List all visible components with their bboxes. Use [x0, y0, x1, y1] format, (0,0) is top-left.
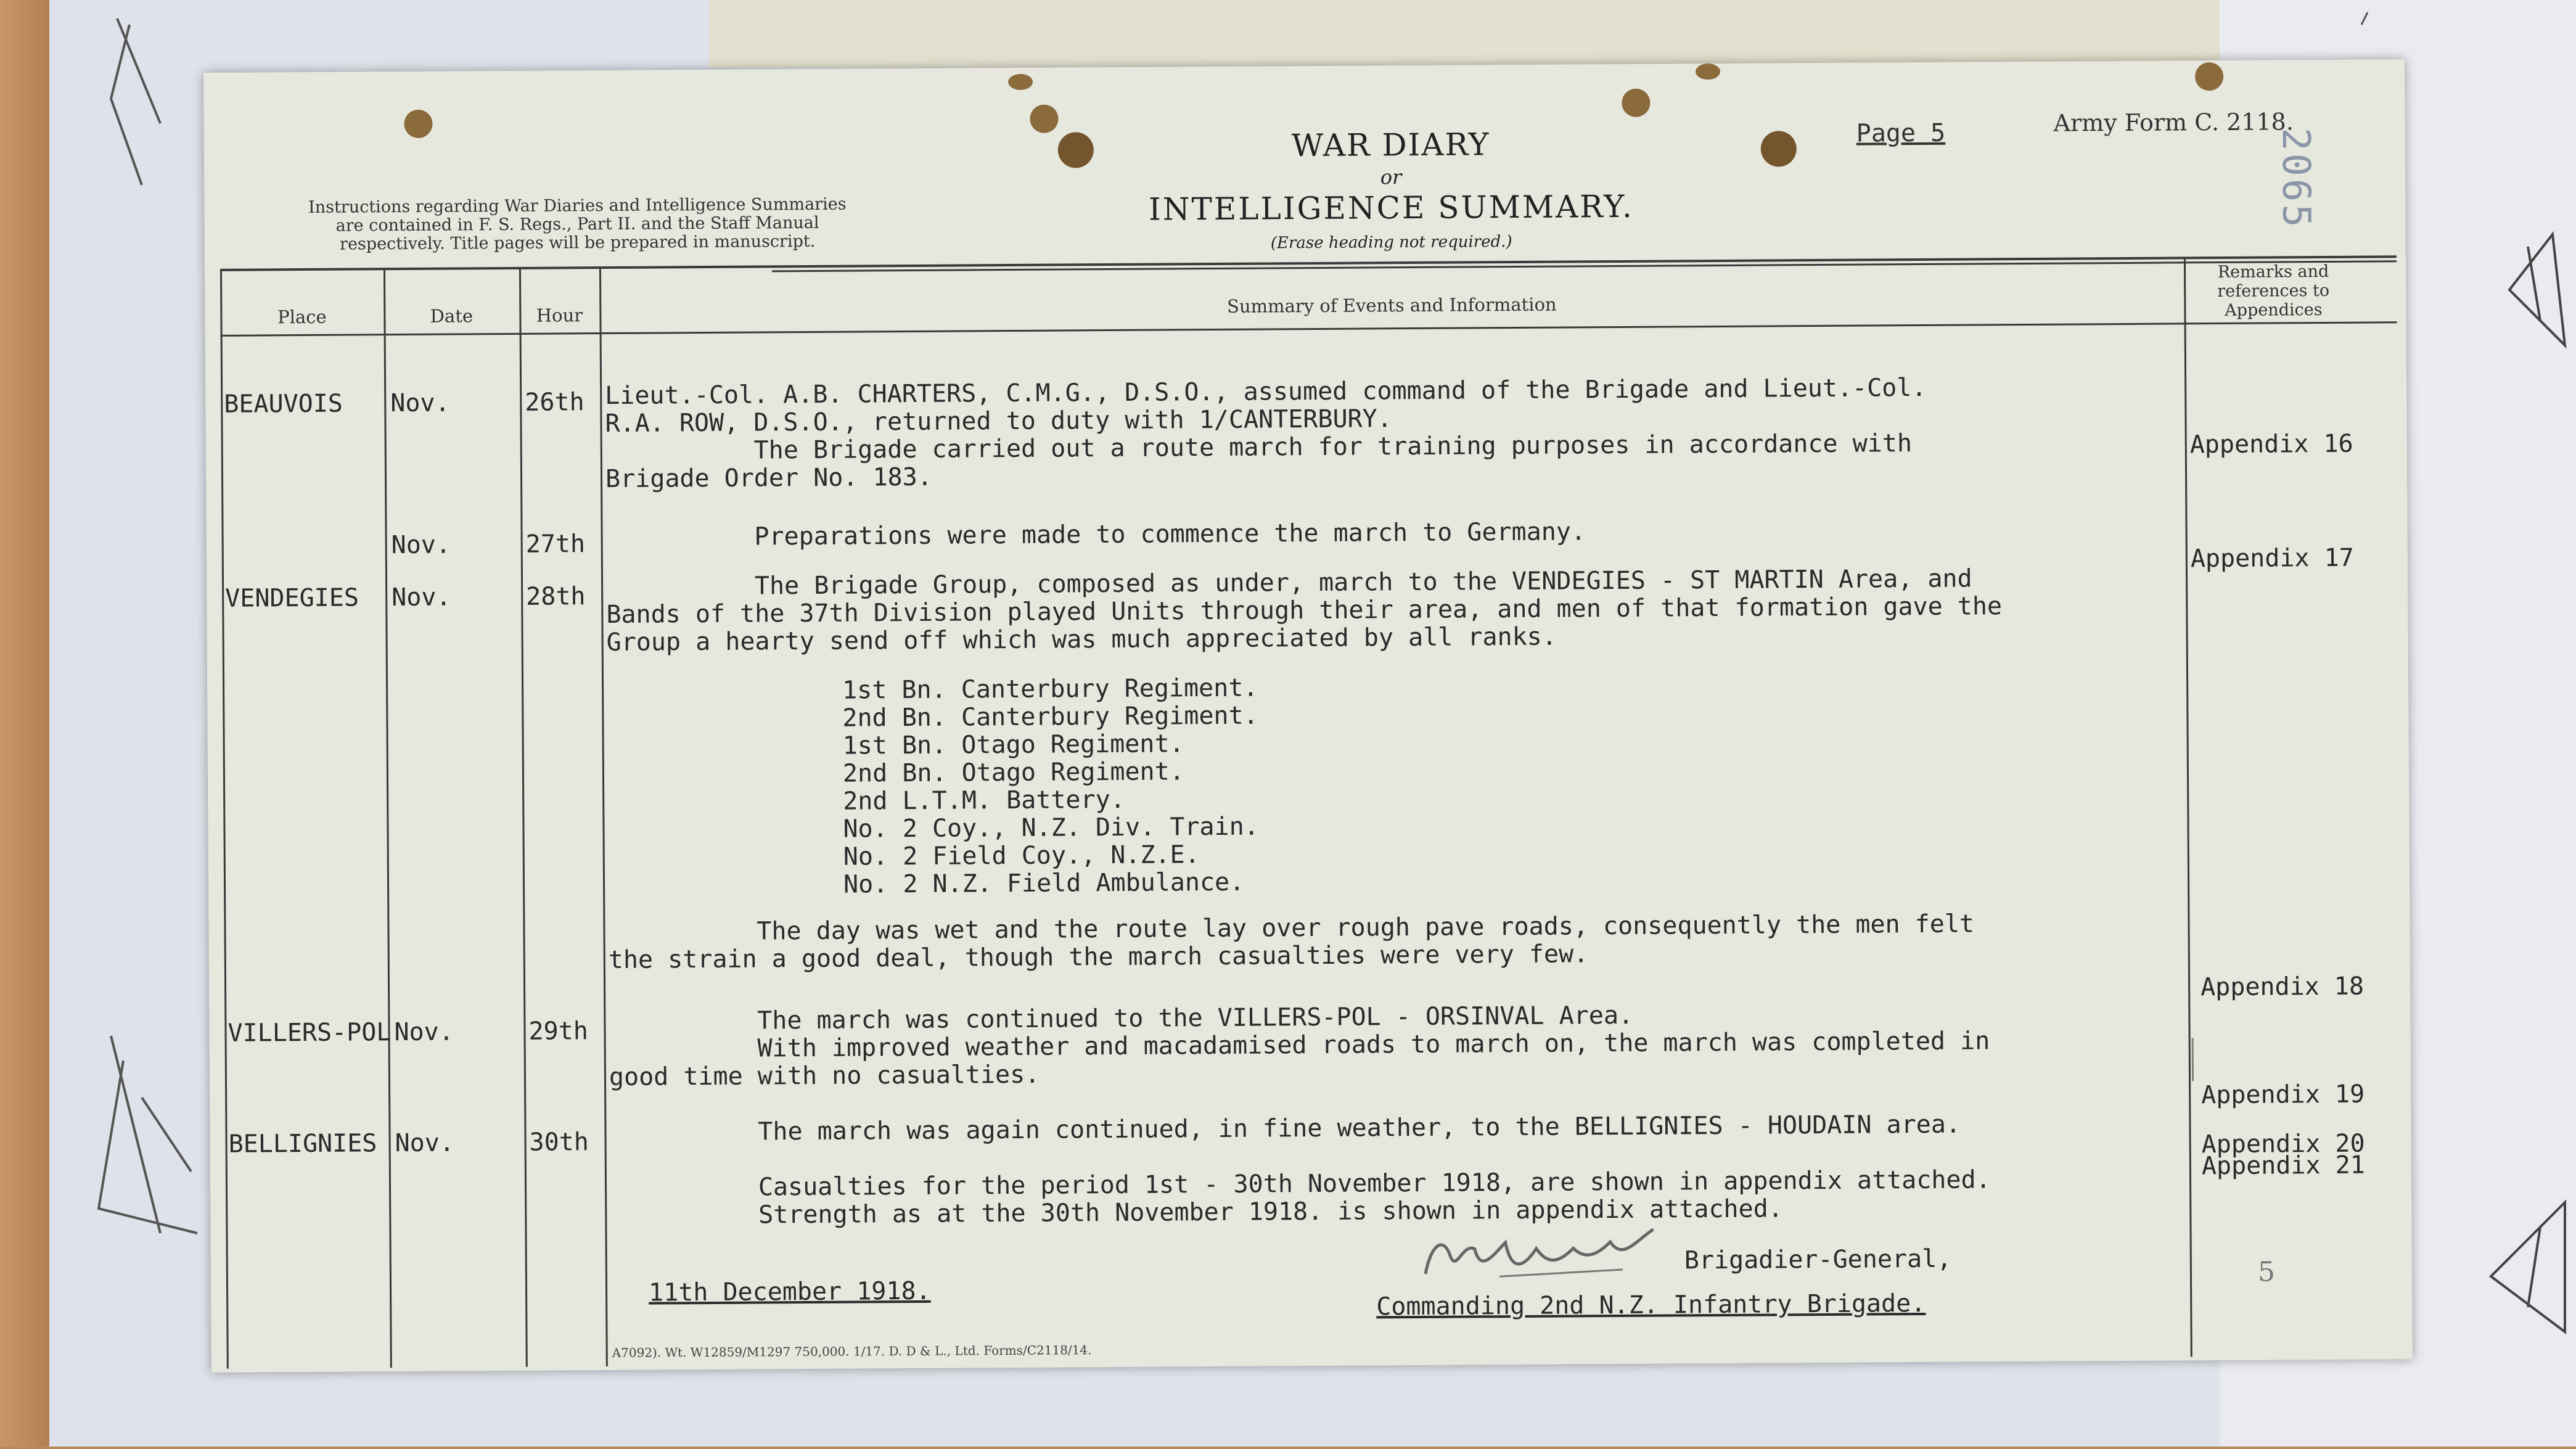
- unit-line: No. 2 Field Coy., N.Z.E.: [843, 840, 1200, 871]
- punch-hole: [404, 110, 432, 138]
- punch-hole: [1696, 64, 1720, 80]
- column-place: Place: [277, 306, 327, 328]
- unit-line: 1st Bn. Otago Regiment.: [842, 729, 1184, 760]
- summary-line: The march was again continued, in fine weather, to the BELLIGNIES - HOUDAIN area.: [609, 1110, 1961, 1147]
- summary-line: Lieut.-Col. A.B. CHARTERS, C.M.G., D.S.O., assumed command of the Brigade and Lieut.-Col.: [605, 373, 1927, 411]
- form-title: [1006, 125, 1777, 254]
- appendix-ref: Appendix 18: [2200, 972, 2365, 1002]
- appendix-ref: Appendix 19: [2201, 1080, 2365, 1110]
- place-bellignies: BELLIGNIES: [228, 1129, 377, 1159]
- hour-cell: 27th: [525, 530, 586, 559]
- remark-divider: [2192, 1038, 2194, 1081]
- date-cell: Nov.: [395, 1128, 455, 1158]
- appendix-ref: Appendix 17: [2190, 543, 2354, 573]
- hour-cell: 26th: [525, 388, 585, 417]
- title-intelligence-summary: INTELLIGENCE SUMMARY.: [1148, 188, 1634, 228]
- column-date: Date: [430, 305, 474, 327]
- appendix-ref: Appendix 21: [2201, 1151, 2365, 1181]
- column-hour: Hour: [536, 305, 583, 326]
- archive-stamp: 2065: [2273, 128, 2320, 230]
- hour-cell: 29th: [528, 1017, 588, 1046]
- summary-line: The Brigade carried out a route march for training purposes in accordance with: [605, 429, 1913, 466]
- summary-line: good time with no casualties.: [609, 1060, 1040, 1092]
- hour-cell: 30th: [529, 1128, 589, 1157]
- summary-line: the strain a good deal, though the march casualties were very few.: [608, 940, 1589, 975]
- unit-line: 2nd Bn. Otago Regiment.: [842, 757, 1184, 788]
- unit-line: 2nd Bn. Canterbury Regiment.: [842, 701, 1258, 733]
- col-divider: [384, 270, 392, 1368]
- place-villers-pol: VILLERS-POL: [228, 1018, 392, 1048]
- title-or: or: [1380, 165, 1402, 189]
- summary-line: R.A. ROW, D.S.O., returned to duty with 1/CANTERBURY.: [605, 404, 1392, 438]
- army-form-number: Army Form C. 2118.: [2053, 108, 2294, 137]
- signatory-command: Commanding 2nd N.Z. Infantry Brigade.: [1376, 1289, 1926, 1321]
- handwritten-signature-icon: [1419, 1217, 1678, 1292]
- unit-line: No. 2 Coy., N.Z. Div. Train.: [843, 812, 1259, 844]
- summary-line: Casualties for the period 1st - 30th November 1918, are shown in appendix attached.: [609, 1165, 1991, 1203]
- col-divider: [2184, 259, 2192, 1357]
- erase-note: (Erase heading not required.): [1270, 232, 1512, 253]
- pencil-mark: 5: [2257, 1256, 2276, 1288]
- unit-line: 2nd L.T.M. Battery.: [843, 785, 1125, 816]
- date-cell: Nov.: [394, 1017, 454, 1047]
- date-cell: Nov.: [390, 388, 450, 418]
- punch-hole: [1008, 74, 1033, 90]
- background-sheet-top: [709, 0, 2312, 68]
- col-divider: [519, 269, 528, 1367]
- hour-cell: 28th: [526, 582, 586, 611]
- punch-hole: [2195, 62, 2223, 91]
- unit-line: No. 2 N.Z. Field Ambulance.: [843, 868, 1245, 899]
- appendix-ref: Appendix 20: [2201, 1129, 2365, 1159]
- summary-line: Strength as at the 30th November 1918. is shown in appendix attached.: [610, 1194, 1783, 1231]
- place-beauvois: BEAUVOIS: [224, 389, 343, 419]
- column-remarks: Remarks and references to Appendices: [2217, 261, 2330, 320]
- summary-line: The march was continued to the VILLERS-POL - ORSINVAL Area.: [609, 1001, 1634, 1036]
- summary-line: The Brigade Group, composed as under, march to the VENDEGIES - ST MARTIN Area, and: [605, 564, 1972, 602]
- diary-date: 11th December 1918.: [648, 1276, 931, 1307]
- column-summary: Summary of Events and Information: [1226, 293, 1557, 317]
- appendix-ref: Appendix 16: [2189, 429, 2353, 459]
- page-number: Page 5: [1856, 118, 1946, 148]
- date-cell: Nov.: [392, 583, 451, 612]
- signatory-rank: Brigadier-General,: [1684, 1244, 1952, 1275]
- summary-line: Group a hearty send off which was much appreciated by all ranks.: [606, 622, 1557, 657]
- summary-line: The day was wet and the route lay over rough pave roads, consequently the men felt: [608, 909, 1975, 947]
- summary-line: Brigade Order No. 183.: [605, 462, 932, 494]
- summary-line: Bands of the 37th Division played Units through their area, and men of that formation gave the: [606, 592, 2003, 630]
- col-divider: [220, 271, 229, 1369]
- date-cell: Nov.: [391, 530, 451, 560]
- title-war-diary: WAR DIARY: [1291, 126, 1490, 164]
- unit-line: 1st Bn. Canterbury Regiment.: [842, 673, 1258, 705]
- punch-hole: [1622, 89, 1650, 117]
- war-diary-page: [203, 59, 2413, 1373]
- printer-imprint: A7092). Wt. W12859/M1297 750,000. 1/17. D. D & L., Ltd. Forms/C2118/14.: [612, 1342, 1092, 1360]
- instructions-text: Instructions regarding War Diaries and Intelligence Summaries are contained in F. S. Regs., Part II. and the Staff Manual respectively. Title pages will be prepared in manuscript.: [308, 194, 847, 254]
- place-vendegies: VENDEGIES: [225, 583, 359, 613]
- summary-line: Preparations were made to commence the march to Germany.: [605, 517, 1586, 552]
- summary-line: With improved weather and macadamised roads to march on, the march was completed in: [609, 1027, 1990, 1064]
- pencil-sketch-left-icon: [49, 0, 210, 1447]
